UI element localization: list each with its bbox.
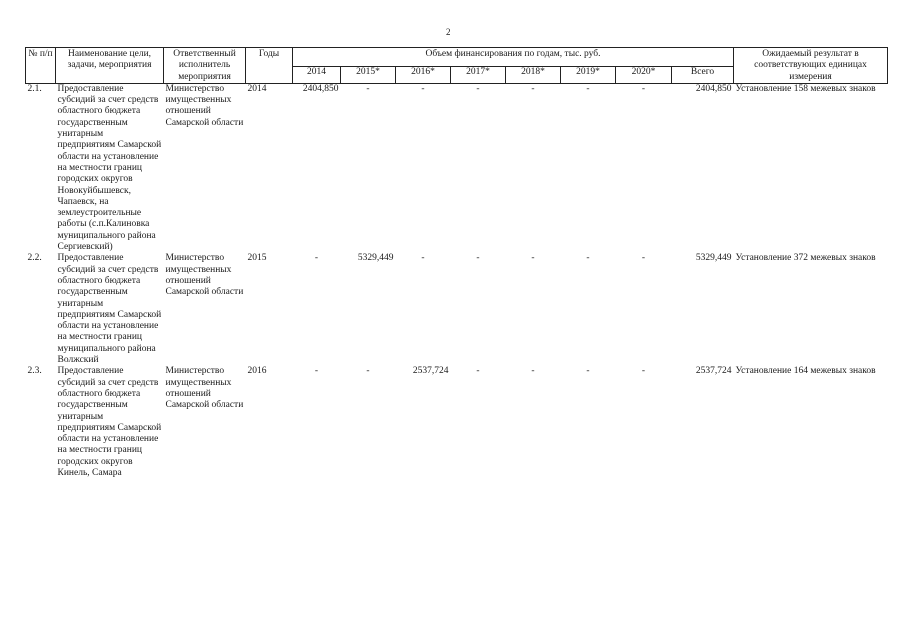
row-value-2018: - <box>531 366 535 377</box>
header-year-col: 2017* <box>451 66 506 83</box>
row-number: 2.2. <box>27 253 42 264</box>
row-value-2016: 2537,724 <box>412 366 449 377</box>
row-total: 5329,449 <box>695 253 732 264</box>
row-name: Предоставление субсидий за счет средств областного бюджета государственным унитарным предприятиям Самарской области на установление на местности границ городских округов Новокуйбышевск, Чапаевск, на землеустроительные работы (с.п.Калиновка муниципального района Сергиевский) <box>57 83 162 253</box>
row-value-2020: - <box>641 366 646 377</box>
row-number: 2.1. <box>27 83 42 94</box>
table-row <box>26 83 888 253</box>
financing-table <box>25 47 888 479</box>
row-value-2020: - <box>641 253 646 264</box>
row-result: Установление 158 межевых знаков <box>735 83 876 94</box>
header-total: Всего <box>672 66 734 83</box>
row-responsible: Министерство имущественных отношений Самарской области <box>165 253 244 298</box>
row-total: 2404,850 <box>695 83 732 94</box>
header-financing: Объем финансирования по годам, тыс. руб. <box>293 48 734 67</box>
row-value-2018: - <box>531 253 535 264</box>
header-year-col: 2014 <box>293 66 341 83</box>
row-value-2015: - <box>366 366 370 377</box>
row-value-2017: - <box>476 83 480 94</box>
header-name: Наименование цели, задачи, мероприятия <box>56 48 164 84</box>
row-name: Предоставление субсидий за счет средств областного бюджета государственным унитарным предприятиям Самарской области на установление на местности границ муниципального района Волжский <box>57 253 162 366</box>
row-total: 2537,724 <box>695 366 732 377</box>
header-year-col: 2018* <box>506 66 561 83</box>
row-value-2014: - <box>314 253 319 264</box>
row-year: 2016 <box>247 366 267 377</box>
row-value-2020: - <box>641 83 646 94</box>
row-value-2015: - <box>366 83 370 94</box>
row-value-2019: - <box>586 83 590 94</box>
table-row <box>26 253 888 366</box>
row-value-2014: - <box>314 366 319 377</box>
row-number: 2.3. <box>27 366 42 377</box>
row-result: Установление 164 межевых знаков <box>735 366 876 377</box>
row-value-2017: - <box>476 253 480 264</box>
page-number: 2 <box>446 27 451 37</box>
row-responsible: Министерство имущественных отношений Самарской области <box>165 366 244 411</box>
table-row <box>26 366 888 479</box>
row-value-2019: - <box>586 366 590 377</box>
row-year: 2014 <box>247 83 267 94</box>
header-year-col: 2019* <box>561 66 616 83</box>
row-year: 2015 <box>247 253 267 264</box>
row-value-2016: - <box>421 83 425 94</box>
row-value-2017: - <box>476 366 480 377</box>
row-value-2016: - <box>421 253 425 264</box>
row-value-2018: - <box>531 83 535 94</box>
row-responsible: Министерство имущественных отношений Самарской области <box>165 83 244 128</box>
row-result: Установление 372 межевых знаков <box>735 253 876 264</box>
row-value-2019: - <box>586 253 590 264</box>
row-value-2015: 5329,449 <box>357 253 394 264</box>
header-responsible: Ответственный исполнитель мероприятия <box>164 48 246 84</box>
header-year-col: 2016* <box>396 66 451 83</box>
header-no: № п/п <box>26 48 56 84</box>
header-result: Ожидаемый результат в соответствующих единицах измерения <box>734 48 888 84</box>
header-year-col: 2020* <box>616 66 672 83</box>
row-value-2014: 2404,850 <box>302 83 339 94</box>
header-year-col: 2015* <box>341 66 396 83</box>
header-years: Годы <box>246 48 293 84</box>
row-name: Предоставление субсидий за счет средств областного бюджета государственным унитарным предприятиям Самарской области на установление на местности границ городских округов Кинель, Самара <box>57 366 162 478</box>
